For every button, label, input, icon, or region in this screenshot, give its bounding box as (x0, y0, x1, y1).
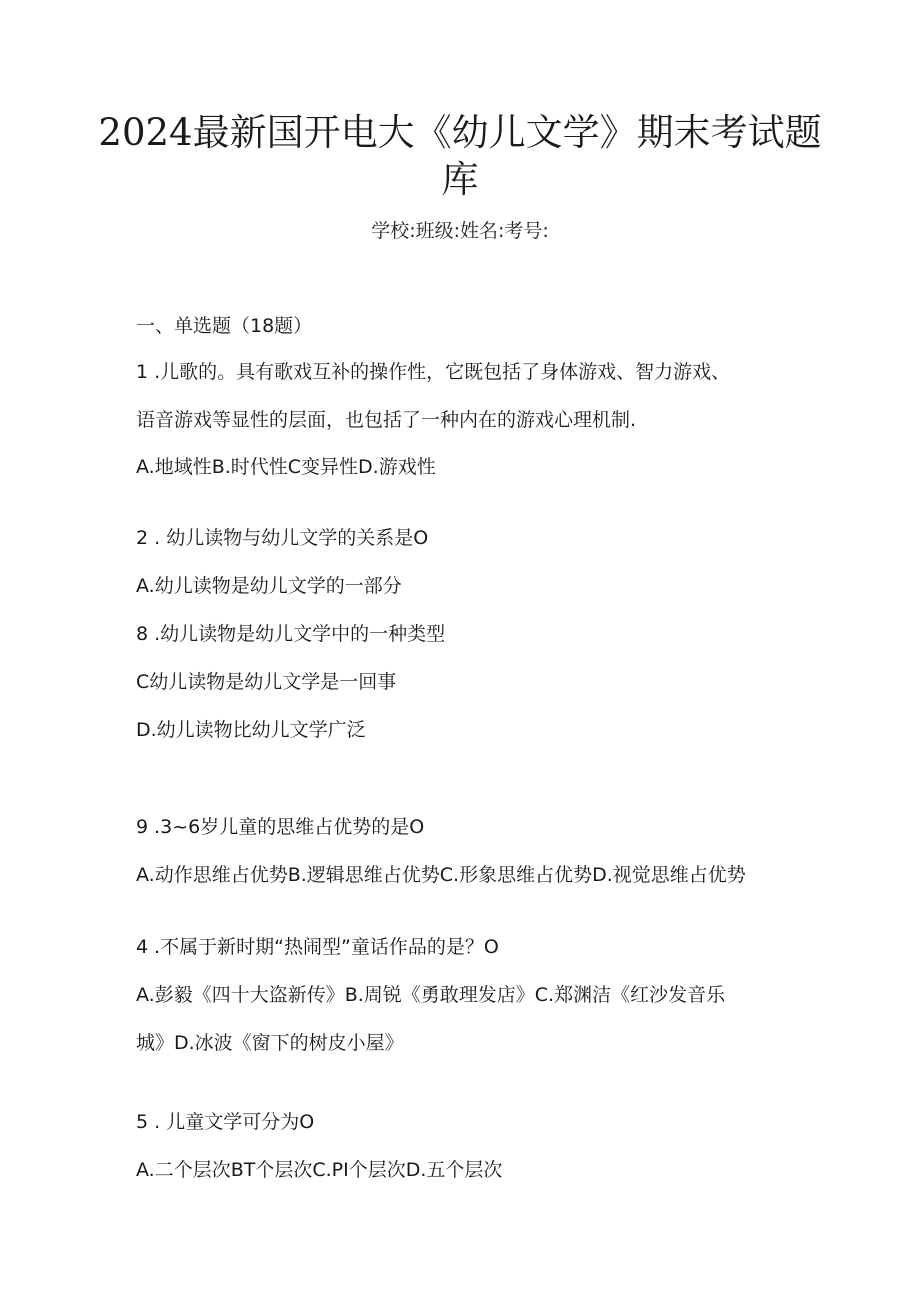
question-1-stem-line-2: 语音游戏等显性的层面，也包括了一种内在的游戏心理机制. (136, 409, 637, 431)
question-4-options-line-2: 城》D.冰波《窗下的树皮小屋》 (136, 1032, 404, 1054)
section-heading: 一、单选题（18题） (136, 315, 313, 337)
question-4-stem: 4 .不属于新时期“热闹型”童话作品的是？O (136, 936, 499, 958)
question-2-option-c: C幼儿读物是幼儿文学是一回事 (136, 671, 397, 693)
question-1-stem-line-1: 1 .儿歌的。具有歌戏互补的操作性，它既包括了身体游戏、智力游戏、 (136, 361, 731, 383)
document-subtitle: 学校:班级:姓名:考号: (371, 220, 549, 242)
question-1-options: A.地域性B.时代性C变异性D.游戏性 (136, 456, 436, 478)
question-3-options: A.动作思维占优势B.逻辑思维占优势C.形象思维占优势D.视觉思维占优势 (136, 864, 746, 886)
question-2-option-d: D.幼儿读物比幼儿文学广泛 (136, 719, 366, 741)
document-title-line-1: 2024最新国开电大《幼儿文学》期末考试题 (98, 111, 822, 154)
question-5-options: A.二个层次BT个层次C.PI个层次D.五个层次 (136, 1159, 503, 1181)
question-2-stem: 2 . 幼儿读物与幼儿文学的关系是O (136, 527, 429, 549)
question-3-stem: 9 .3~6岁儿童的思维占优势的是O (136, 816, 425, 838)
question-2-option-b: 8 .幼儿读物是幼儿文学中的一种类型 (136, 623, 446, 645)
question-5-stem: 5 . 儿童文学可分为O (136, 1111, 315, 1133)
question-2-option-a: A.幼儿读物是幼儿文学的一部分 (136, 575, 402, 597)
question-4-options-line-1: A.彭毅《四十大盗新传》B.周锐《勇敢理发店》C.郑渊洁《红沙发音乐 (136, 984, 726, 1006)
document-title-line-2: 库 (441, 158, 479, 201)
